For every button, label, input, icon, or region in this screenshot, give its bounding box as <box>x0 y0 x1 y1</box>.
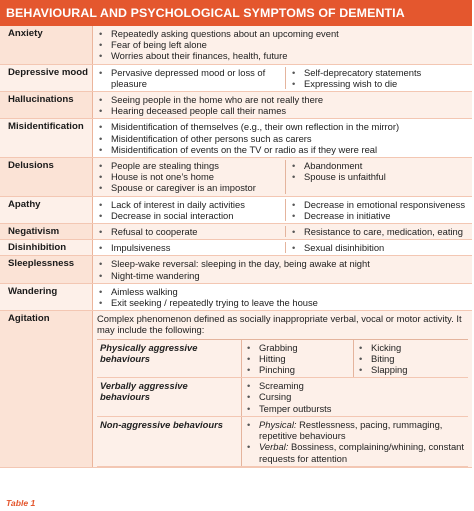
list-item: • Screaming <box>245 380 465 391</box>
table-row-depressive-mood <box>0 64 472 91</box>
bullet-list <box>97 94 468 116</box>
row-label: Anxiety <box>0 26 93 64</box>
table-row-agitation <box>0 311 472 467</box>
list-item: • Kicking <box>357 342 465 353</box>
verbal-text: Bossiness, complaining/whining, constant requests for attention <box>259 441 464 464</box>
list-item: • Refusal to cooperate <box>97 226 285 237</box>
list-item: • Cursing <box>245 391 465 402</box>
bullet-list <box>245 419 465 464</box>
bullet-list <box>97 121 468 155</box>
list-item: • Temper outbursts <box>245 403 465 414</box>
list-item: • House is not one’s home <box>97 171 285 182</box>
list-item: • People are stealing things <box>97 160 285 171</box>
list-item: • Sexual disinhibition <box>290 242 468 253</box>
list-item: • Spouse is unfaithful <box>290 171 468 182</box>
table-row-sleeplessness <box>0 256 472 283</box>
row-label: Hallucinations <box>0 92 93 119</box>
list-item: • Abandonment <box>290 160 468 171</box>
list-item: • Biting <box>357 353 465 364</box>
row-label: Apathy <box>0 196 93 223</box>
list-item: • Misidentification of other persons such as carers <box>97 133 468 144</box>
bullet-list-right <box>357 342 465 376</box>
symptoms-table <box>0 26 472 468</box>
bullet-list-right <box>285 160 468 194</box>
table-title: BEHAVIOURAL AND PSYCHOLOGICAL SYMPTOMS OF DEMENTIA <box>0 0 472 26</box>
table-row-misidentification <box>0 119 472 158</box>
subtable-row-physical <box>97 339 468 378</box>
list-item: • Hitting <box>245 353 350 364</box>
agitation-subtable <box>97 339 468 467</box>
row-label: Sleeplessness <box>0 256 93 283</box>
list-item: • Exit seeking / repeatedly trying to leave the house <box>97 297 468 308</box>
table-row-delusions <box>0 158 472 197</box>
bullet-list-left <box>97 160 285 194</box>
subrow-label: Non-aggressive behaviours <box>97 416 242 466</box>
list-item: • Hearing deceased people call their names <box>97 105 468 116</box>
subrow-label: Physically aggressive behaviours <box>97 339 242 378</box>
list-item: • Pervasive depressed mood or loss of pleasure <box>97 67 285 89</box>
list-item <box>245 441 465 463</box>
table-caption: Table 1 <box>6 498 36 508</box>
list-item: • Misidentification of themselves (e.g., their own reflection in the mirror) <box>97 121 468 132</box>
row-label: Wandering <box>0 283 93 310</box>
list-item: • Pinching <box>245 364 350 375</box>
table-row-negativism <box>0 224 472 240</box>
bullet-list-right <box>285 199 468 221</box>
bullet-list <box>245 380 465 414</box>
table-row-apathy <box>0 196 472 223</box>
row-label: Negativism <box>0 224 93 240</box>
list-item: • Misidentification of events on the TV or radio as if they were real <box>97 144 468 155</box>
bullet-list-left <box>97 226 285 237</box>
bullet-list-left <box>97 199 285 221</box>
bullet-list <box>97 28 468 62</box>
bullet-list <box>97 286 468 308</box>
subtable-row-verbal <box>97 378 468 417</box>
list-item: • Sleep-wake reversal: sleeping in the day, being awake at night <box>97 258 468 269</box>
list-item: • Impulsiveness <box>97 242 285 253</box>
list-item: • Lack of interest in daily activities <box>97 199 285 210</box>
list-item: • Fear of being left alone <box>97 39 468 50</box>
subtable-row-nonaggressive <box>97 416 468 466</box>
verbal-prefix: Verbal: <box>259 441 289 453</box>
table-row-wandering <box>0 283 472 310</box>
bullet-list-right <box>285 242 468 253</box>
subrow-label: Verbally aggressive behaviours <box>97 378 242 417</box>
table-row-disinhibition <box>0 240 472 256</box>
row-label: Depressive mood <box>0 64 93 91</box>
list-item: • Seeing people in the home who are not really there <box>97 94 468 105</box>
list-item: • Worries about their finances, health, future <box>97 50 468 61</box>
list-item: • Repeatedly asking questions about an upcoming event <box>97 28 468 39</box>
bullet-list-left <box>245 342 350 376</box>
bullet-list-right <box>285 67 468 89</box>
table-row-hallucinations <box>0 92 472 119</box>
agitation-intro: Complex phenomenon defined as socially inappropriate verbal, vocal or motor activity. It may include the following: <box>97 313 462 336</box>
list-item: • Decrease in emotional responsiveness <box>290 199 468 210</box>
list-item: • Decrease in initiative <box>290 210 468 221</box>
list-item: • Resistance to care, medication, eating <box>290 226 468 237</box>
bullet-list-left <box>97 242 285 253</box>
list-item: • Aimless walking <box>97 286 468 297</box>
bullet-list <box>97 258 468 280</box>
list-item: • Spouse or caregiver is an impostor <box>97 182 285 193</box>
table-row-anxiety <box>0 26 472 64</box>
list-item <box>245 419 465 441</box>
bullet-list-right <box>285 226 468 237</box>
list-item: • Expressing wish to die <box>290 78 468 89</box>
list-item: • Slapping <box>357 364 465 375</box>
bullet-list-left <box>97 67 285 89</box>
physical-prefix: Physical: <box>259 418 297 430</box>
row-label: Misidentification <box>0 119 93 158</box>
row-label: Delusions <box>0 158 93 197</box>
list-item: • Self-deprecatory statements <box>290 67 468 78</box>
row-label: Agitation <box>0 311 93 467</box>
list-item: • Night-time wandering <box>97 270 468 281</box>
list-item: • Grabbing <box>245 342 350 353</box>
list-item: • Decrease in social interaction <box>97 210 285 221</box>
physical-text: Restlessness, pacing, rummaging, repetitive behaviours <box>259 418 443 442</box>
row-label: Disinhibition <box>0 240 93 256</box>
